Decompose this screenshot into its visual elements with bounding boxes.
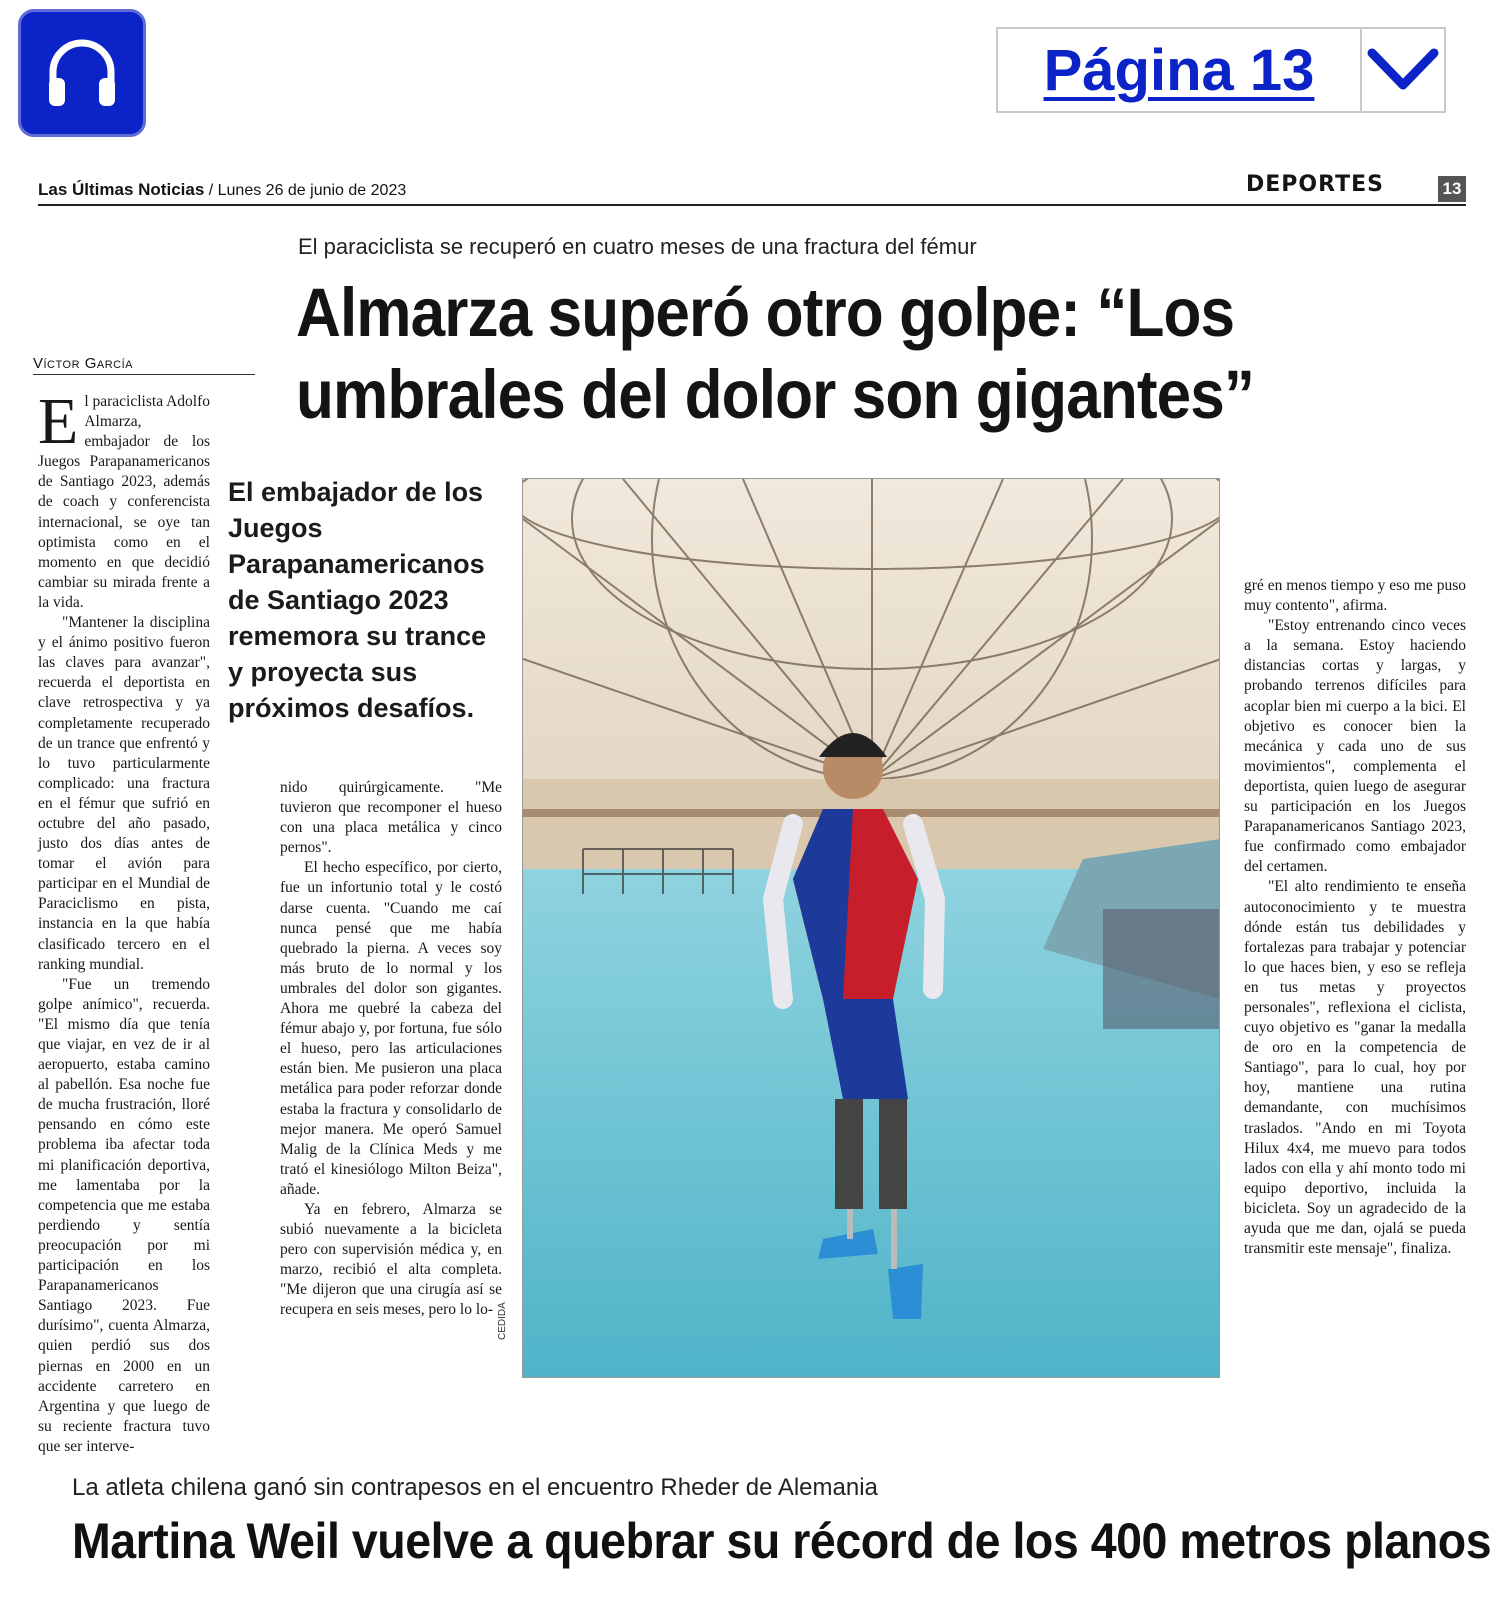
audio-button[interactable] (18, 9, 146, 137)
newspaper-date: Lunes 26 de junio de 2023 (217, 182, 407, 199)
article-headline: Almarza superó otro golpe: “Los umbrales del dolor son gigantes” (296, 274, 1255, 433)
newspaper-name: Las Últimas Noticias (38, 180, 205, 199)
paragraph: "Mantener la disciplina y el ánimo positivo fueron las claves para avanzar", recuerda el deportista en clave retrospectiva y ya completamente recuperado de un trance que enfrentó y lo tuvo particularmente complicado: una fractura en el fémur que sufrió en octubre del año pasado, justo dos días antes de tomar el avión para participar en el Mundial de Paraciclismo en pista, instancia en la que había clasificado tercero en el ranking mundial. (38, 614, 210, 973)
article-kicker: El paraciclista se recuperó en cuatro meses de una fractura del fémur (298, 234, 977, 259)
masthead: Las Últimas Noticias / Lunes 26 de junio de 2023 (38, 180, 407, 199)
paragraph: l paraciclista Adolfo Almarza, embajador de los Juegos Parapanamericanos de Santiago 2023, además de coach y conferencista internacional, se oye tan optimista como en el momento en que decidió cambiar su mirada frente a la vida. (38, 393, 211, 611)
paragraph: "Fue un tremendo golpe anímico", recuerda. "El mismo día que tenía que viajar, en vez de ir al aeropuerto, estaba camino al pabellón. Esa noche fue de mucha frustración, lloré pensando en cómo este problema iba afectar toda mi planificación deportiva, me lamentaba por la competencia que me estaba perdiendo y sentía preocupación por mi participación en los Parapanamericanos Santiago 2023. Fue durísimo", cuenta Almarza, quien perdió sus dos piernas en 2000 en un accidente carretero en Argentina y que luego de su reciente fractura tuvo que ser interve- (38, 975, 210, 1455)
paragraph: El hecho específico, por cierto, fue un infortunio total y le costó darse cuenta. "Cuando me caí nunca pensé que me había quebrado la pierna. A veces soy más bruto de lo normal y los umbrales del dolor son gigantes. Ahora me quebré la cabeza del fémur abajo y, por fortuna, fue sólo el hueso, pero las articulaciones están bien. Me pusieron una placa metálica para poder reforzar donde estaba la fractura y consolidarlo de mejor manera. Me operó Samuel Malig de la Clínica Meds y me trató el kinesiólogo Milton Beiza", añade. (280, 859, 502, 1198)
article-deck: El embajador de los Juegos Parapanamericanos de Santiago 2023 rememora su trance y proyecta sus próximos desafíos. (228, 477, 487, 723)
byline: Víctor García (33, 355, 255, 375)
header-rule (38, 204, 1466, 206)
page-selector[interactable] (996, 27, 1446, 113)
photo-credit: CEDIDA (497, 1302, 508, 1340)
article-kicker: La atleta chilena ganó sin contrapesos en el encuentro Rheder de Alemania (72, 1474, 878, 1501)
article-column-1 (38, 385, 211, 1457)
article-photo (522, 478, 1220, 1378)
headphones-icon (41, 32, 123, 114)
page-number: 13 (1438, 176, 1466, 202)
paragraph: nido quirúrgicamente. "Me tuvieron que recomponer el hueso con una placa metálica y cinco pernos". (280, 779, 502, 857)
article-headline: Martina Weil vuelve a quebrar su récord de los 400 metros planos (72, 1513, 1492, 1569)
dropcap: E (38, 385, 79, 458)
page-link[interactable]: Página 13 (1043, 37, 1315, 103)
paragraph: "Estoy entrenando cinco veces a la semana. Estoy haciendo distancias cortas y largas, y probando terrenos difíciles para acoplar bien mi cuerpo a la bici. El objetivo es conocer bien la mecánica y cada uno de sus movimientos", complementa el deportista, quien luego de asegurar su participación en los Juegos Parapanamericanos Santiago 2023, fue confirmado como embajador del certamen. (1244, 617, 1466, 876)
paragraph: Ya en febrero, Almarza se subió nuevamente a la bicicleta pero con supervisión médica y, en marzo, recibió el alta completa. "Me dijeron que una cirugía así se recupera en seis meses, pero lo lo- (280, 1200, 502, 1319)
paragraph: "El alto rendimiento te enseña autoconocimiento y te muestra dónde están tus debilidades y fortalezas para trabajar y potenciar lo que haces bien, y eso se refleja en tus metas y proyectos personales", reflexiona el ciclista, cuyo objetivo es "ganar la medalla de oro en la competencia de Santiago", para lo cual, hoy por hoy, mantiene una rutina demandante, con muchísimos traslados. "Ando en mi Toyota Hilux 4x4, me muevo para todos lados con ella y ahí monto todo mi equipo deportivo, incluida la bicicleta. Soy un agradecido de la ayuda que me dan, ojalá se pueda transmitir este mensaje", finaliza. (1244, 878, 1466, 1258)
article-column-4 (1244, 576, 1466, 1259)
chevron-down-icon[interactable] (1362, 29, 1444, 111)
article-column-2 (280, 778, 502, 1321)
paragraph: gré en menos tiempo y eso me puso muy contento", afirma. (1244, 577, 1466, 615)
section-name: DEPORTES (1246, 172, 1384, 197)
